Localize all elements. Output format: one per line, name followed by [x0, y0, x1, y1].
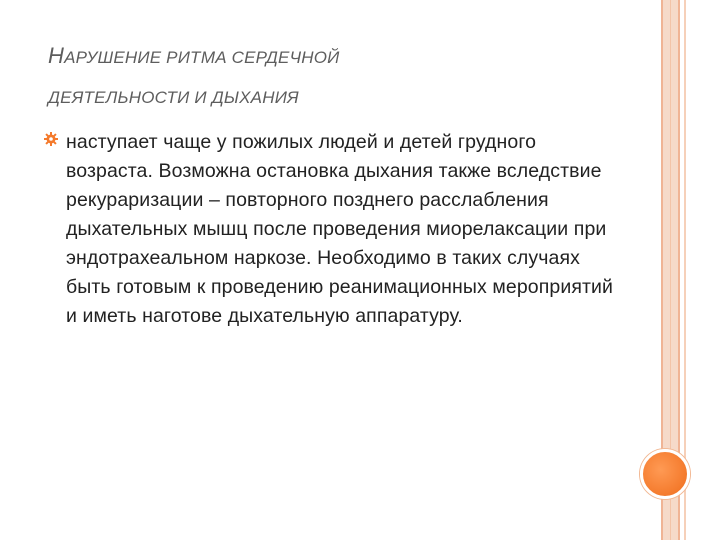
orange-circle-decoration — [640, 449, 690, 499]
bullet-list — [44, 128, 624, 331]
gear-bullet-icon — [44, 132, 58, 146]
slide-title-line-1 — [48, 36, 628, 78]
slide-title-initial: Н — [48, 43, 65, 68]
bullet-item — [44, 128, 624, 331]
slide-title — [48, 36, 628, 118]
bullet-text: наступает чаще у пожилых людей и детей грудного возраста. Возможна остановка дыхания также вследствие рекураризации – повторного позднего расслабления дыхательных мышц после проведения миорелаксации при эндотрахеальном наркозе. Необходимо в таких случаях быть готовым к проведению реанимационных мероприятий и иметь наготове дыхательную аппаратуру. — [66, 131, 614, 327]
slide-title-line-1-rest: АРУШЕНИЕ РИТМА СЕРДЕЧНОЙ — [64, 48, 340, 67]
slide-title-line-2: ДЕЯТЕЛЬНОСТИ И ДЫХАНИЯ — [48, 88, 299, 107]
